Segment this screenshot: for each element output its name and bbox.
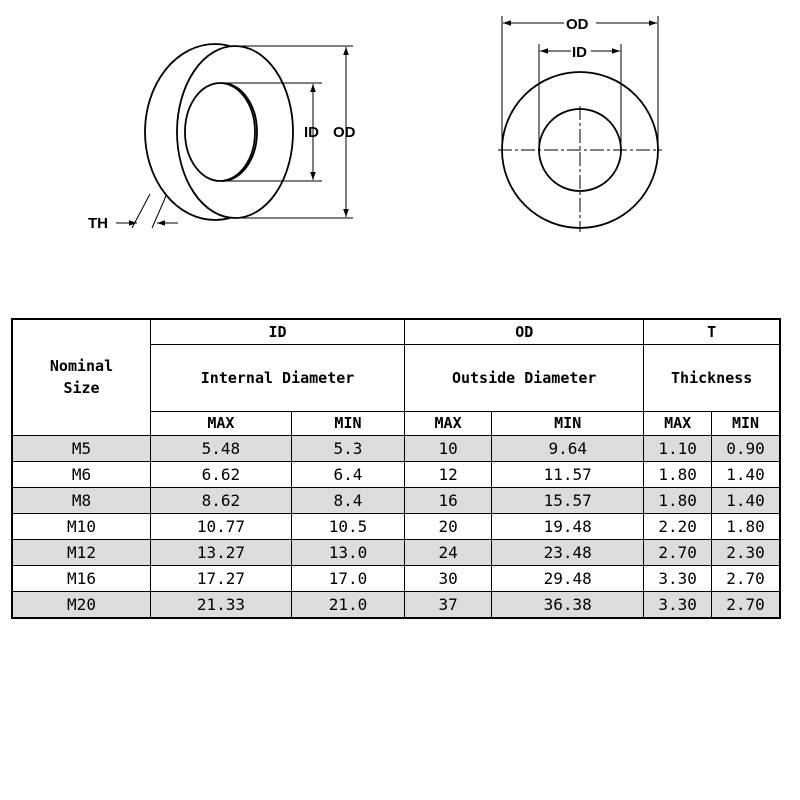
value-cell: 8.62 [151, 487, 292, 513]
value-cell: 23.48 [492, 539, 644, 565]
table-row [12, 565, 780, 591]
table-row [12, 539, 780, 565]
perspective-od-label: OD [333, 124, 356, 141]
nominal-size-cell: M10 [12, 513, 151, 539]
value-cell: 15.57 [492, 487, 644, 513]
value-cell: 24 [405, 539, 492, 565]
nominal-size-cell: M5 [12, 435, 151, 461]
sub-header: MAX [644, 411, 712, 435]
value-cell: 1.10 [644, 435, 712, 461]
value-cell: 6.4 [291, 461, 404, 487]
value-cell: 1.80 [644, 487, 712, 513]
washer-front-face [177, 46, 293, 218]
value-cell: 1.40 [711, 461, 780, 487]
group-desc-t: Thickness [644, 344, 780, 411]
nominal-size-cell: M20 [12, 591, 151, 618]
value-cell: 17.0 [291, 565, 404, 591]
value-cell: 9.64 [492, 435, 644, 461]
group-code-id: ID [151, 319, 405, 344]
table-body [12, 435, 780, 618]
value-cell: 5.48 [151, 435, 292, 461]
value-cell: 21.0 [291, 591, 404, 618]
table-row [12, 487, 780, 513]
value-cell: 13.0 [291, 539, 404, 565]
value-cell: 20 [405, 513, 492, 539]
perspective-id-label: ID [304, 124, 319, 141]
value-cell: 2.70 [711, 591, 780, 618]
sub-header: MAX [151, 411, 292, 435]
value-cell: 10.77 [151, 513, 292, 539]
group-desc-id: Internal Diameter [151, 344, 405, 411]
value-cell: 11.57 [492, 461, 644, 487]
front-od-label: OD [566, 16, 589, 33]
value-cell: 1.40 [711, 487, 780, 513]
value-cell: 19.48 [492, 513, 644, 539]
sub-header: MAX [405, 411, 492, 435]
value-cell: 3.30 [644, 565, 712, 591]
perspective-th-label: TH [88, 215, 108, 232]
nominal-size-cell: M8 [12, 487, 151, 513]
value-cell: 17.27 [151, 565, 292, 591]
value-cell: 36.38 [492, 591, 644, 618]
value-cell: 10.5 [291, 513, 404, 539]
value-cell: 2.20 [644, 513, 712, 539]
value-cell: 13.27 [151, 539, 292, 565]
value-cell: 12 [405, 461, 492, 487]
nominal-header-line1: Nominal [49, 357, 114, 376]
group-desc-od: Outside Diameter [405, 344, 644, 411]
table-row [12, 435, 780, 461]
nominal-size-cell: M6 [12, 461, 151, 487]
value-cell: 21.33 [151, 591, 292, 618]
value-cell: 37 [405, 591, 492, 618]
value-cell: 3.30 [644, 591, 712, 618]
value-cell: 1.80 [711, 513, 780, 539]
sub-header: MIN [291, 411, 404, 435]
value-cell: 6.62 [151, 461, 292, 487]
nominal-size-header [12, 319, 151, 435]
value-cell: 5.3 [291, 435, 404, 461]
value-cell: 1.80 [644, 461, 712, 487]
group-code-od: OD [405, 319, 644, 344]
value-cell: 8.4 [291, 487, 404, 513]
table-row [12, 591, 780, 618]
value-cell: 2.70 [711, 565, 780, 591]
sub-header: MIN [492, 411, 644, 435]
table-row [12, 513, 780, 539]
washer-perspective-view [145, 44, 293, 220]
table-row [12, 461, 780, 487]
sub-header: MIN [711, 411, 780, 435]
value-cell: 2.30 [711, 539, 780, 565]
group-code-t: T [644, 319, 780, 344]
value-cell: 2.70 [644, 539, 712, 565]
nominal-header-line2: Size [63, 379, 100, 398]
washer-dimension-table [11, 318, 781, 619]
value-cell: 29.48 [492, 565, 644, 591]
front-id-label: ID [572, 44, 587, 61]
value-cell: 0.90 [711, 435, 780, 461]
value-cell: 16 [405, 487, 492, 513]
nominal-size-cell: M12 [12, 539, 151, 565]
nominal-size-cell: M16 [12, 565, 151, 591]
value-cell: 30 [405, 565, 492, 591]
value-cell: 10 [405, 435, 492, 461]
washer-technical-drawing [0, 0, 800, 300]
